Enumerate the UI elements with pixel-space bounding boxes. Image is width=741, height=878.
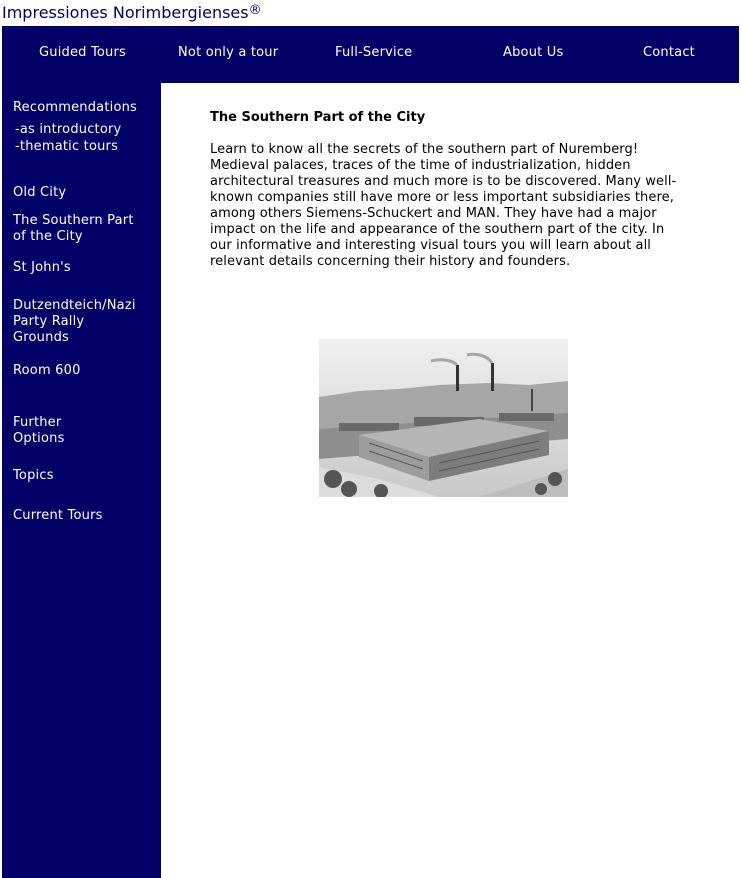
site-title-text: Impressiones Norimbergienses: [2, 3, 249, 22]
site-title: [2, 3, 262, 23]
sidebar-item-current-tours[interactable]: Current Tours: [13, 508, 103, 523]
sidebar-item-southern-part[interactable]: The Southern Part of the City: [13, 213, 134, 244]
registered-mark: ®: [248, 3, 262, 18]
sidebar-item-room-600[interactable]: Room 600: [13, 363, 81, 378]
sidebar-item-further-options[interactable]: Further Options: [13, 415, 65, 446]
sidebar-item-introductory[interactable]: -as introductory: [15, 122, 122, 137]
sidebar-item-old-city[interactable]: Old City: [13, 185, 67, 200]
sidebar-item-dutzendteich[interactable]: Dutzendteich/Nazi Party Rally Grounds: [13, 298, 136, 345]
top-navigation: [2, 26, 739, 83]
nav-full-service[interactable]: Full-Service: [335, 45, 413, 60]
sidebar-item-thematic[interactable]: -thematic tours: [15, 139, 119, 154]
sidebar-item-topics[interactable]: Topics: [13, 468, 54, 483]
intro-paragraph: Learn to know all the secrets of the southern part of Nuremberg! Medieval palaces, traces of the time of industrialization, hidden architectural treasures and much more is to be discovered. Many well-known companies still have more or less important subsidiaries there, among others Siemens-Schuckert and MAN. They have had a major impact on the life and appearance of the southern part of the city. In our informative and interesting visual tours you will learn about all relevant details concerning their history and founders.: [210, 142, 677, 269]
sidebar-item-st-johns[interactable]: St John's: [13, 260, 71, 275]
nav-not-only-a-tour[interactable]: Not only a tour: [178, 45, 279, 60]
sidebar: [2, 83, 161, 878]
nav-contact[interactable]: Contact: [643, 45, 695, 60]
nav-guided-tours[interactable]: Guided Tours: [39, 45, 127, 60]
sidebar-item-recommendations[interactable]: Recommendations: [13, 100, 138, 115]
page-title: The Southern Part of the City: [210, 110, 426, 125]
factory-illustration: [319, 339, 568, 497]
nav-about-us[interactable]: About Us: [503, 45, 564, 60]
